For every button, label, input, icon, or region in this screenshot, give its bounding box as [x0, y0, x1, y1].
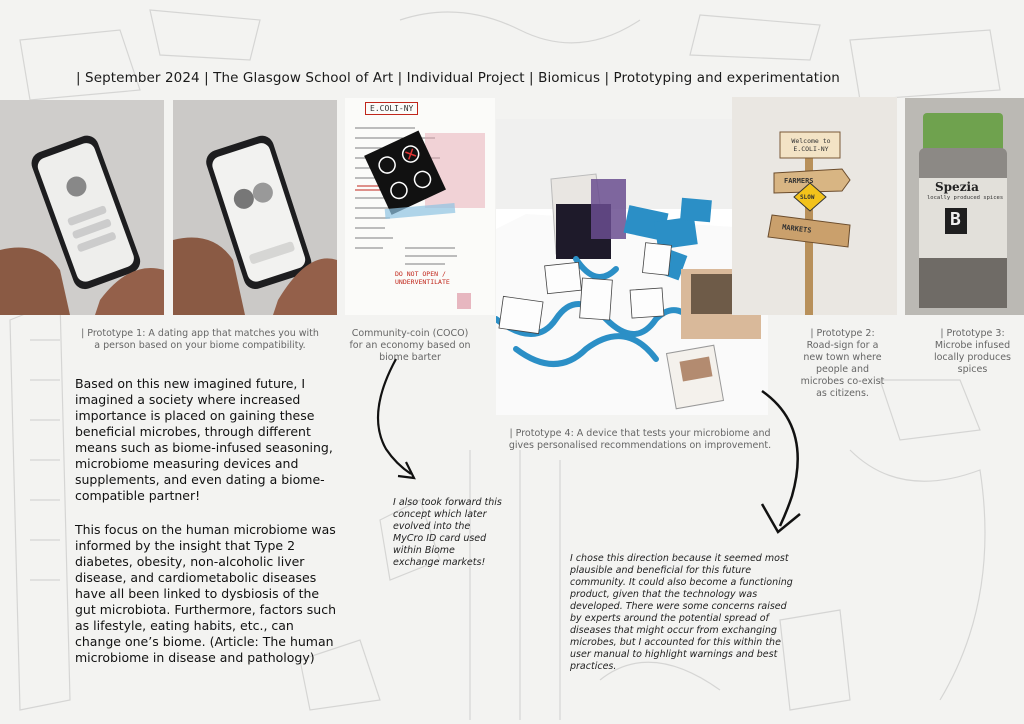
prototype-2-caption: | Prototype 2: Road-sign for a new town where people and microbes co-exist as citizens.	[800, 328, 885, 399]
coco-warning: DO NOT OPEN / UNDERVENTILATE	[395, 270, 450, 286]
coco-paper-photo	[345, 98, 495, 315]
coco-caption: Community-coin (COCO) for an economy based on biome barter	[349, 328, 471, 363]
arrow-to-mycro-note	[366, 354, 446, 494]
jar-brand-text: Spezia	[935, 180, 979, 194]
jar-subtitle-text: locally produced spices	[927, 195, 1004, 201]
body-paragraph-1: Based on this new imagined future, I imagined a society where increased importance is placed on gaining these beneficial microbes, through different means such as biome-infused seasoning, microbiome measuring devices and supplements, and even dating a biome-compatible partner!	[75, 376, 333, 503]
road-sign-photo	[732, 97, 897, 315]
sign-farmers-text: FARMERS	[784, 177, 814, 185]
spice-jar-photo	[905, 98, 1024, 315]
prototype-1-caption: | Prototype 1: A dating app that matches you with a person based on your biome compatibility.	[81, 328, 319, 351]
sign-welcome-text: Welcome to E.COLI-NY	[791, 137, 831, 153]
body-paragraph-2: This focus on the human microbiome was informed by the insight that Type 2 diabetes, obesity, non-alcoholic liver disease, and cardiometabolic diseases have all been linked to dysbiosis of the gut microbiota. Furthermore, factors such as lifestyle, eating habits, etc., can change one’s biome. (Article: The human microbiome in disease and pathology)	[75, 522, 336, 665]
page-header: | September 2024 | The Glasgow School of Art | Individual Project | Biomicus | Prototyping and experimentation	[76, 70, 840, 86]
prototype-3-caption: | Prototype 3: Microbe infused locally produces spices	[933, 328, 1012, 375]
direction-note: I chose this direction because it seemed most plausible and beneficial for this future community. It could also become a functioning product, given that the technology was developed. There were some concerns raised by experts around the potential spread of diseases that might occur from exchanging microbes, but I accounted for this within the user manual to highlight warnings and best practices.	[570, 553, 793, 672]
dating-app-photo-2	[173, 100, 337, 315]
microbiome-device-photo	[496, 119, 768, 415]
sign-slow-text: SLOW	[800, 194, 815, 201]
prototype-4-caption: | Prototype 4: A device that tests your microbiome and gives personalised recommendations on improvement.	[508, 428, 772, 451]
jar-letter-text: B	[950, 209, 961, 230]
coco-title: E.COLI-NY	[365, 102, 418, 115]
mycro-note: I also took forward this concept which later evolved into the MyCro ID card used within Biome exchange markets!	[393, 497, 502, 568]
arrow-to-direction-note	[752, 386, 832, 546]
sign-markets-text: MARKETS	[781, 223, 812, 235]
dating-app-photo-1	[0, 100, 164, 315]
